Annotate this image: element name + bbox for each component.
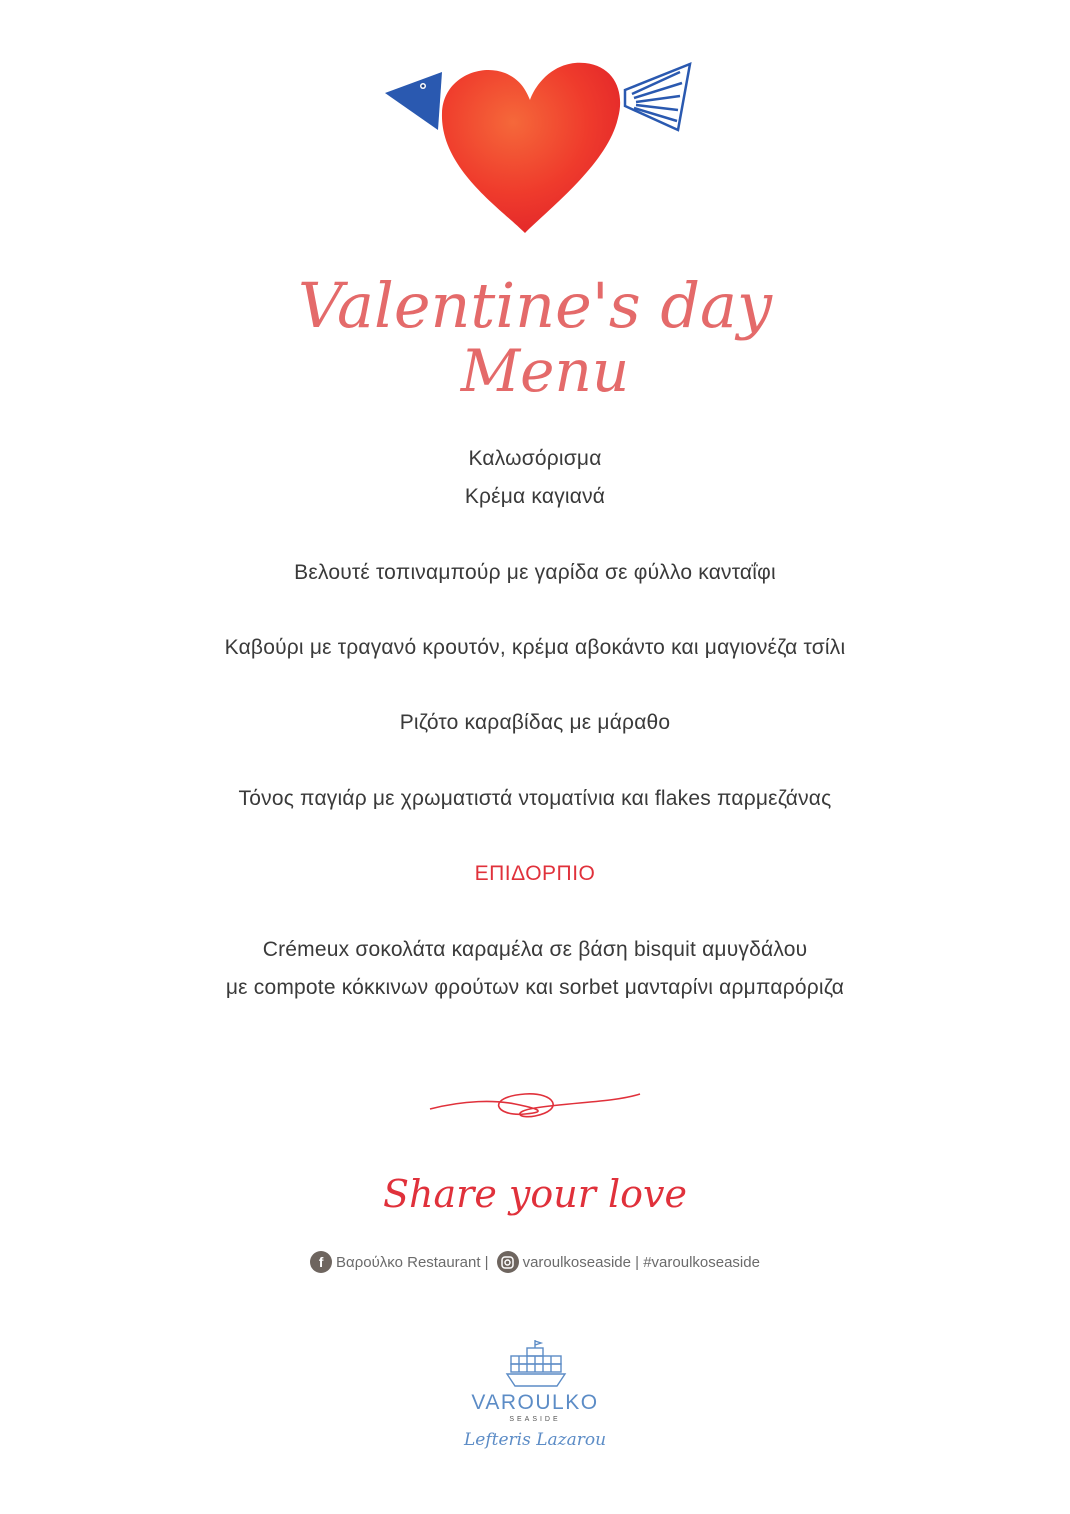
- facebook-link[interactable]: Βαρούλκο Restaurant |: [336, 1253, 489, 1271]
- title-line-2: Menu: [460, 337, 630, 405]
- share-your-love: Share your love: [383, 1172, 687, 1216]
- flourish-divider: [425, 1082, 645, 1127]
- social-links: [0, 1251, 1070, 1273]
- course-item: Τόνος παγιάρ με χρωματιστά ντοματίνια και flakes παρμεζάνας: [238, 787, 832, 810]
- heart-fish-illustration: [380, 58, 695, 243]
- course-item: Καβούρι με τραγανό κρουτόν, κρέμα αβοκάντο και μαγιονέζα τσίλι: [224, 636, 846, 659]
- instagram-icon[interactable]: [497, 1251, 519, 1273]
- dessert-line-1: Crémeux σοκολάτα καραμέλα σε βάση bisquit αμυγδάλου: [262, 938, 808, 961]
- chef-signature: Lefteris Lazarou: [463, 1430, 607, 1450]
- brand-name: VAROULKO: [471, 1391, 599, 1414]
- course-item: Βελουτέ τοπιναμπούρ με γαρίδα σε φύλλο κανταΐφι: [294, 561, 776, 584]
- brand-subtitle: SEASIDE: [509, 1416, 561, 1423]
- welcome-item: Κρέμα καγιανά: [464, 485, 606, 508]
- dessert-line-2: με compote κόκκινων φρούτων και sorbet μανταρίνι αρμπαρόριζα: [225, 976, 845, 999]
- course-item: Ριζότο καραβίδας με μάραθο: [399, 711, 671, 734]
- welcome-heading: Καλωσόρισμα: [468, 447, 602, 470]
- varoulko-ship-logo: [505, 1338, 567, 1390]
- instagram-link[interactable]: varoulkoseaside | #varoulkoseaside: [522, 1253, 760, 1271]
- facebook-icon[interactable]: f: [310, 1251, 332, 1273]
- dessert-heading: ΕΠΙΔΟΡΠΙΟ: [474, 862, 596, 885]
- title-line-1: Valentine's day: [297, 269, 773, 342]
